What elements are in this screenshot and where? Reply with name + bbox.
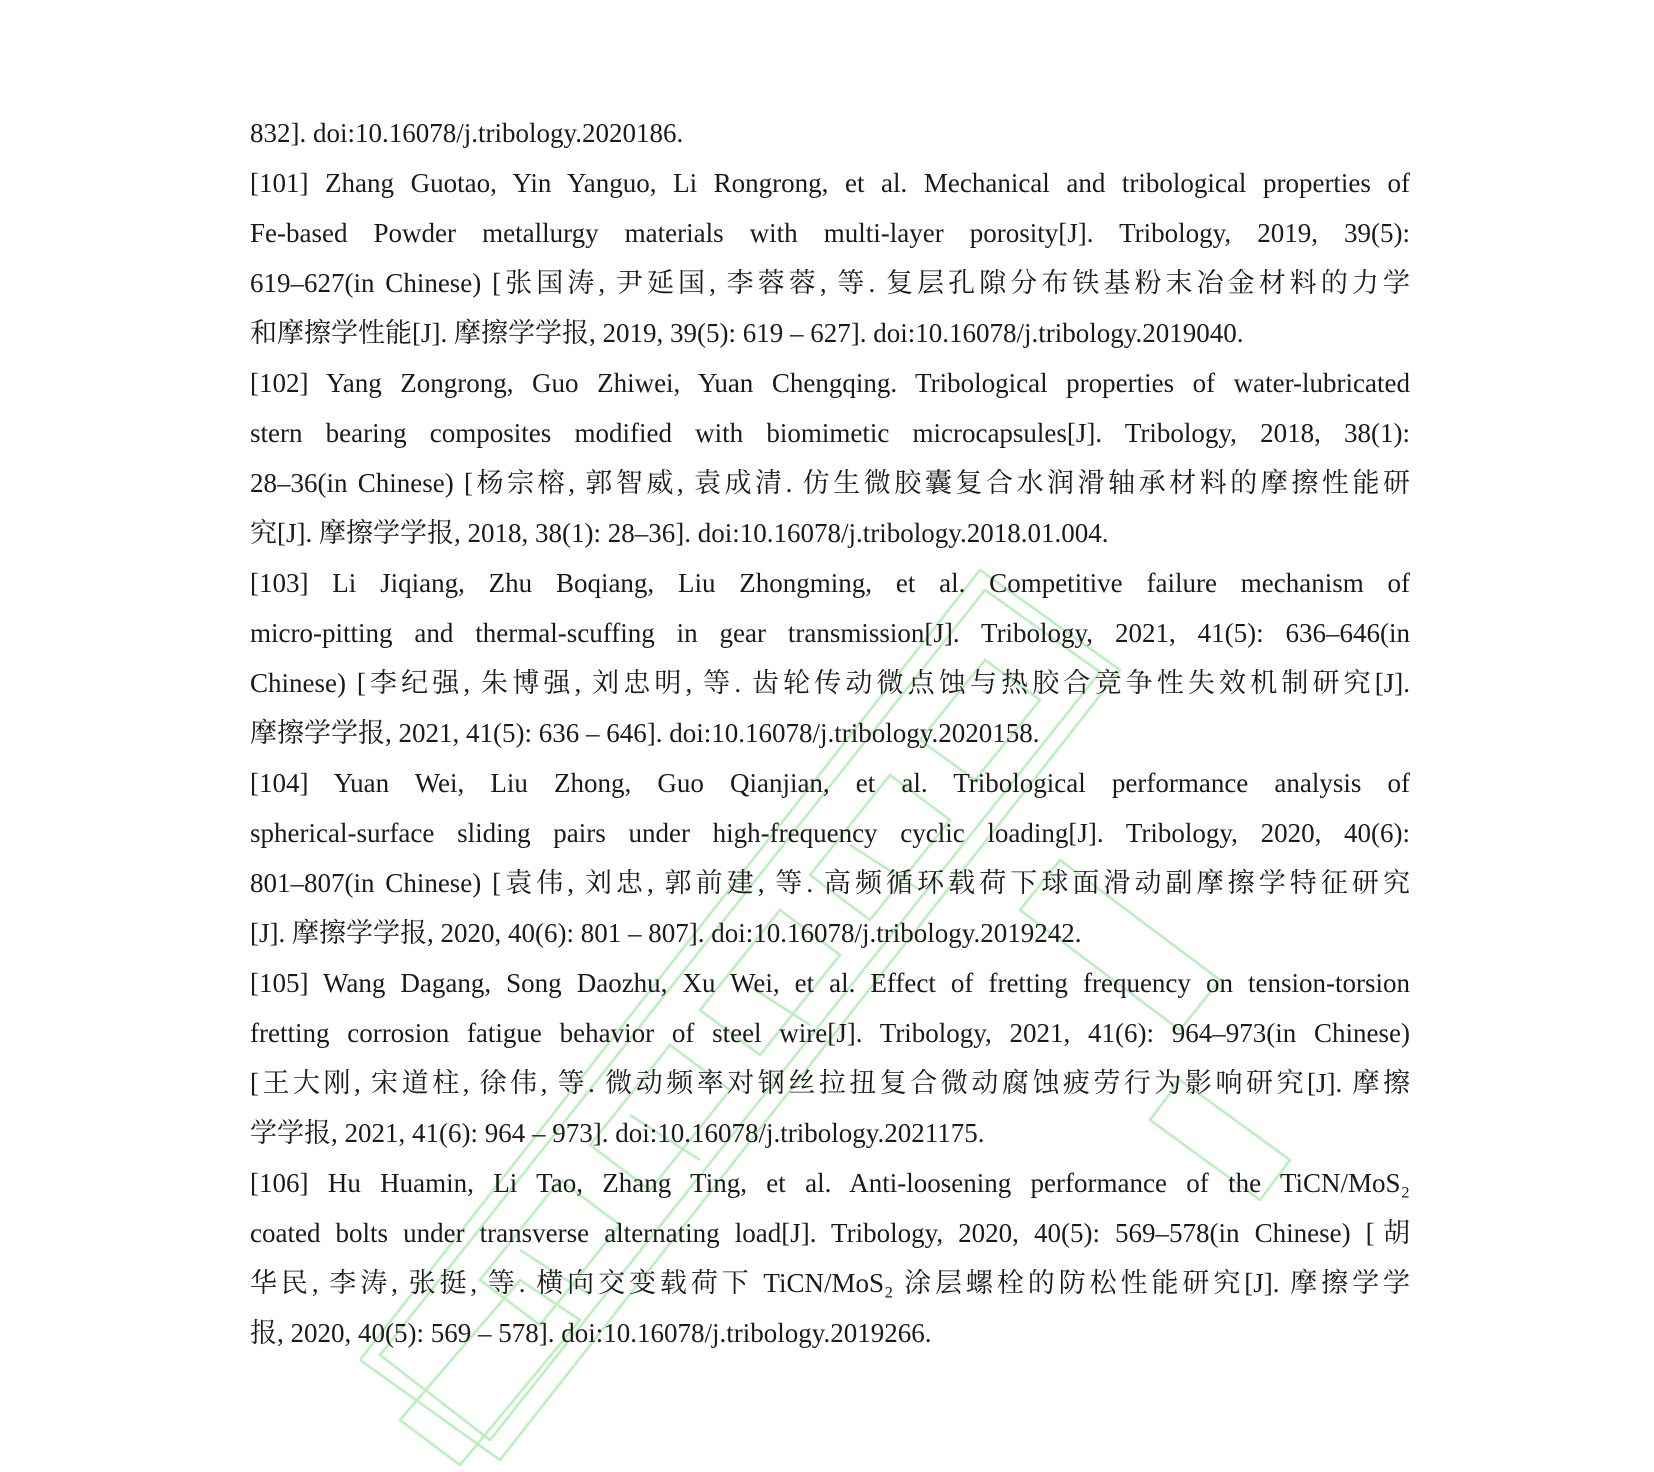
reference-line: 究[J]. 摩擦学学报, 2018, 38(1): 28–36]. doi:10.16078/j.tribology.2018.01.004. (250, 518, 1109, 548)
reference-line: [102] Yang Zongrong, Guo Zhiwei, Yuan Chengqing. Tribological properties of water-lubricated (250, 368, 1410, 398)
reference-line: 832]. doi:10.16078/j.tribology.2020186. (250, 118, 684, 148)
reference-line: [103] Li Jiqiang, Zhu Boqiang, Liu Zhongming, et al. Competitive failure mechanism of (250, 568, 1410, 598)
reference-line: 摩擦学学报, 2021, 41(5): 636 – 646]. doi:10.16078/j.tribology.2020158. (250, 718, 1040, 748)
reference-line: [王大刚, 宋道柱, 徐伟, 等. 微动频率对钢丝拉扭复合微动腐蚀疲劳行为影响研究[J]. 摩擦 (250, 1068, 1410, 1098)
reference-line: [105] Wang Dagang, Song Daozhu, Xu Wei, et al. Effect of fretting frequency on tension-torsion (250, 968, 1410, 998)
reference-line: Fe-based Powder metallurgy materials with multi-layer porosity[J]. Tribology, 2019, 39(5): (250, 218, 1410, 248)
reference-line: 报, 2020, 40(5): 569 – 578]. doi:10.16078/j.tribology.2019266. (250, 1318, 932, 1348)
reference-line: 和摩擦学性能[J]. 摩擦学学报, 2019, 39(5): 619 – 627]. doi:10.16078/j.tribology.2019040. (250, 318, 1244, 348)
reference-line: coated bolts under transverse alternating load[J]. Tribology, 2020, 40(5): 569–578(in Chinese) [胡 (250, 1218, 1410, 1248)
reference-line: stern bearing composites modified with biomimetic microcapsules[J]. Tribology, 2018, 38(1): (250, 418, 1410, 448)
reference-line: spherical-surface sliding pairs under high-frequency cyclic loading[J]. Tribology, 2020, 40(6): (250, 818, 1410, 848)
reference-line: [J]. 摩擦学学报, 2020, 40(6): 801 – 807]. doi:10.16078/j.tribology.2019242. (250, 918, 1082, 948)
reference-line: fretting corrosion fatigue behavior of steel wire[J]. Tribology, 2021, 41(6): 964–973(in Chinese) (250, 1018, 1410, 1048)
reference-list (250, 108, 1410, 1358)
reference-line: 28–36(in Chinese) [杨宗榕, 郭智威, 袁成清. 仿生微胶囊复合水润滑轴承材料的摩擦性能研 (250, 468, 1410, 498)
reference-line: 华民, 李涛, 张挺, 等. 横向交变载荷下 TiCN/MoS₂ 涂层螺栓的防松性能研究[J]. 摩擦学学 (250, 1268, 1410, 1298)
reference-line: 学学报, 2021, 41(6): 964 – 973]. doi:10.16078/j.tribology.2021175. (250, 1118, 985, 1148)
reference-line: [106] Hu Huamin, Li Tao, Zhang Ting, et al. Anti-loosening performance of the TiCN/MoS₂ (250, 1168, 1410, 1198)
reference-line: [101] Zhang Guotao, Yin Yanguo, Li Rongrong, et al. Mechanical and tribological properties of (250, 168, 1410, 198)
reference-line: micro-pitting and thermal-scuffing in gear transmission[J]. Tribology, 2021, 41(5): 636–646(in (250, 618, 1410, 648)
reference-line: 801–807(in Chinese) [袁伟, 刘忠, 郭前建, 等. 高频循环载荷下球面滑动副摩擦学特征研究 (250, 868, 1410, 898)
reference-line: Chinese) [李纪强, 朱博强, 刘忠明, 等. 齿轮传动微点蚀与热胶合竞争性失效机制研究[J]. (250, 668, 1410, 698)
reference-line: [104] Yuan Wei, Liu Zhong, Guo Qianjian, et al. Tribological performance analysis of (250, 768, 1410, 798)
reference-line: 619–627(in Chinese) [张国涛, 尹延国, 李蓉蓉, 等. 复层孔隙分布铁基粉末冶金材料的力学 (250, 268, 1410, 298)
